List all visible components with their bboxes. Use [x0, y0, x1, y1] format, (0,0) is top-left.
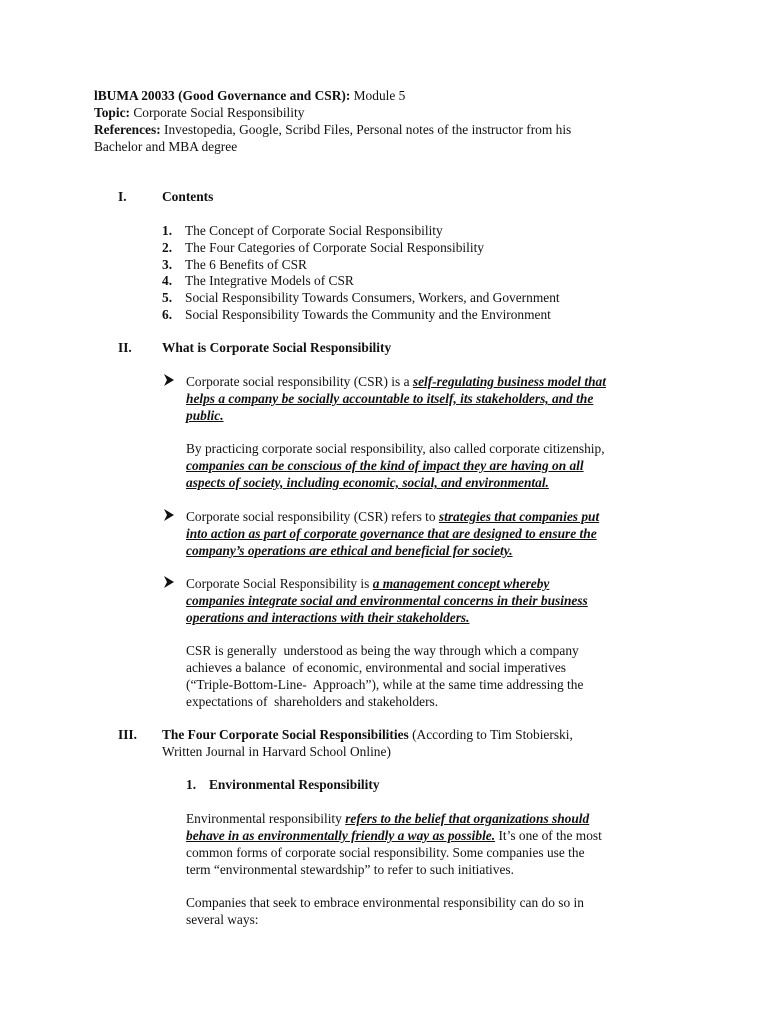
references-line: [94, 121, 571, 138]
emphasis-run: operations and interactions with their stakeholders.: [186, 610, 470, 625]
text-run: By practicing corporate social responsibility, also called corporate citizenship,: [186, 441, 605, 456]
triple-bottom-line-paragraph: [186, 642, 686, 710]
topic-value: Corporate Social Responsibility: [129, 105, 305, 120]
emphasis-run: strategies that companies put: [438, 509, 600, 524]
contents-list: [162, 222, 560, 323]
list-number: 5.: [162, 290, 173, 306]
csr-definition-2: [186, 508, 686, 559]
text-run: expectations of shareholders and stakeholders.: [186, 694, 439, 709]
text-run: term “environmental stewardship” to refer to such initiatives.: [186, 862, 514, 877]
text-run: Corporate social responsibility (CSR) is a: [186, 374, 413, 389]
text-run: CSR is generally understood as being the way through which a company: [186, 643, 579, 658]
list-item: [162, 306, 560, 323]
topic-line: [94, 104, 304, 121]
arrow-bullet-icon: [162, 508, 182, 526]
list-text: The Integrative Models of CSR: [185, 273, 354, 289]
section-heading-what-is-csr: What is Corporate Social Responsibility: [162, 340, 392, 355]
emphasis-run: helps a company be socially accountable to itself, its stakeholders, and the: [186, 391, 594, 406]
list-text: The Concept of Corporate Social Responsibility: [185, 223, 443, 238]
references-value: Investopedia, Google, Scribd Files, Personal notes of the instructor from his: [160, 122, 572, 137]
text-run: It’s one of the most: [495, 828, 602, 843]
list-number: 6.: [162, 306, 173, 322]
section-heading-four-csr: [162, 726, 573, 760]
emphasis-run: aspects of society, including economic, social, and environmental.: [186, 475, 549, 490]
heading-text: The Four Corporate Social Responsibilities: [162, 727, 409, 742]
list-text: The 6 Benefits of CSR: [185, 256, 307, 272]
section-numeral-3: III.: [118, 727, 137, 742]
list-text: The Four Categories of Corporate Social Responsibility: [185, 239, 485, 255]
list-item: [162, 256, 560, 273]
list-number: 1.: [162, 223, 173, 238]
list-item: [162, 222, 560, 239]
references-label: References:: [94, 122, 161, 137]
emphasis-run: behave in as environmentally friendly a way as possible.: [186, 828, 496, 843]
text-run: Corporate Social Responsibility is: [186, 576, 373, 591]
section-numeral-1: I.: [118, 189, 127, 204]
text-run: common forms of corporate social responsibility. Some companies use the: [186, 845, 585, 860]
csr-definition-1: [186, 373, 686, 424]
emphasis-run: into action as part of corporate governance that are designed to ensure the: [186, 526, 597, 541]
corporate-citizenship-paragraph: [186, 440, 686, 491]
environmental-paragraph: [186, 810, 686, 878]
environmental-ways-paragraph: [186, 894, 686, 928]
list-text: Social Responsibility Towards Consumers, Workers, and Government: [185, 290, 560, 306]
subheading-number: 1.: [186, 777, 197, 792]
list-number: 3.: [162, 256, 173, 272]
list-item: [162, 289, 560, 306]
text-run: achieves a balance of economic, environmental and social imperatives: [186, 660, 566, 675]
references-line-2: Bachelor and MBA degree: [94, 139, 238, 154]
text-run: Corporate social responsibility (CSR) refers to: [186, 509, 439, 524]
module-label: Module 5: [350, 88, 406, 103]
arrow-bullet-icon: [162, 373, 182, 391]
list-item: [162, 239, 560, 256]
topic-label: Topic:: [94, 105, 130, 120]
emphasis-run: companies can be conscious of the kind of impact they are having on all: [186, 458, 584, 473]
text-run: several ways:: [186, 912, 259, 927]
list-number: 4.: [162, 273, 173, 289]
text-run: Companies that seek to embrace environmental responsibility can do so in: [186, 895, 584, 910]
course-title-line: [94, 87, 405, 104]
section-numeral-2: II.: [118, 340, 132, 355]
emphasis-run: a management concept whereby: [372, 576, 550, 591]
list-text: Social Responsibility Towards the Community and the Environment: [185, 306, 551, 322]
arrow-bullet-icon: [162, 575, 182, 593]
emphasis-run: refers to the belief that organizations should: [345, 811, 590, 826]
csr-definition-3: [186, 575, 686, 626]
heading-attribution-line-2: Written Journal in Harvard School Online): [162, 744, 391, 759]
subheading-environmental: [186, 776, 380, 793]
list-item: [162, 272, 560, 289]
course-code: lBUMA 20033 (Good Governance and CSR):: [94, 88, 351, 103]
emphasis-run: public.: [186, 408, 224, 423]
list-number: 2.: [162, 239, 173, 255]
emphasis-run: companies integrate social and environmental concerns in their business: [186, 593, 588, 608]
emphasis-run: company’s operations are ethical and beneficial for society.: [186, 543, 513, 558]
section-heading-contents: Contents: [162, 189, 214, 204]
subheading-title: Environmental Responsibility: [209, 777, 380, 792]
heading-attribution: (According to Tim Stobierski,: [408, 727, 573, 742]
text-run: (“Triple-Bottom-Line- Approach”), while at the same time addressing the: [186, 677, 584, 692]
emphasis-run: self-regulating business model that: [412, 374, 606, 389]
text-run: Environmental responsibility: [186, 811, 346, 826]
